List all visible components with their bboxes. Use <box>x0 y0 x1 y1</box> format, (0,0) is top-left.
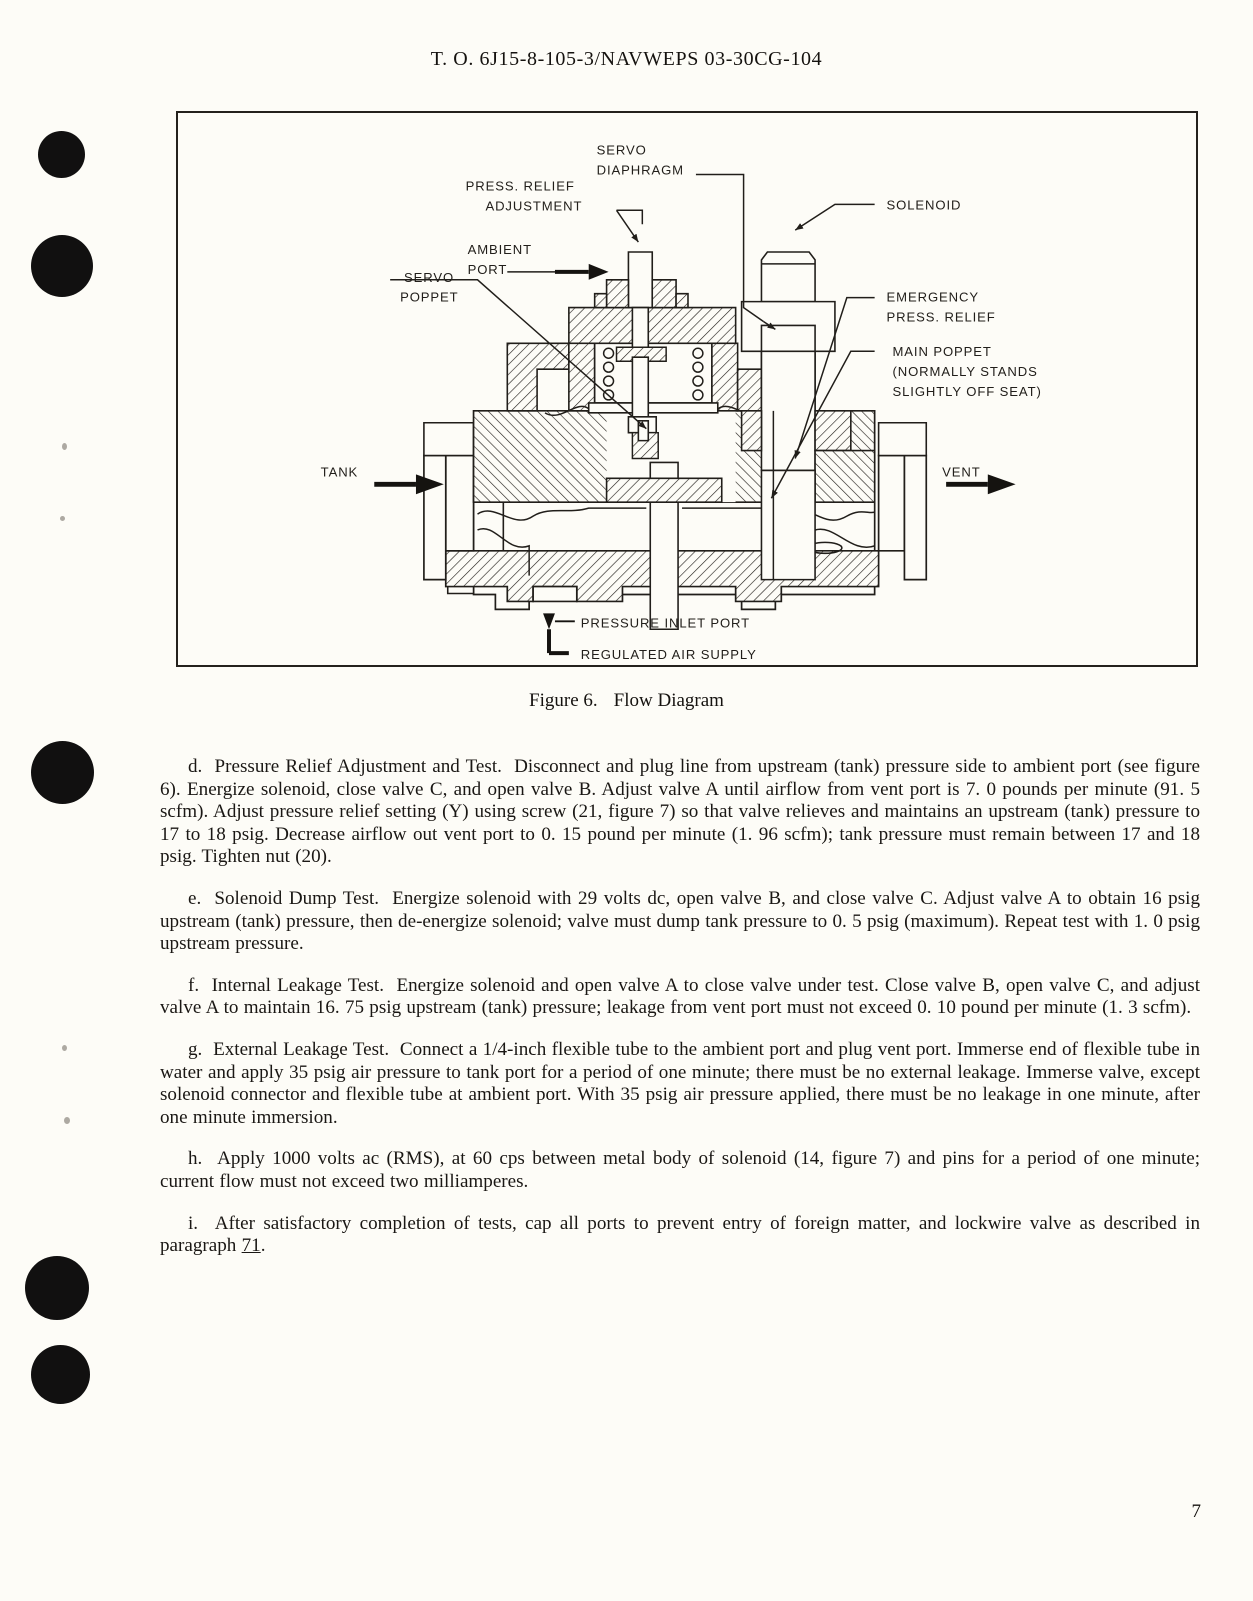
label-press-relief-adj-line2: ADJUSTMENT <box>485 198 583 214</box>
ambient-port-arrow <box>555 264 609 280</box>
paragraph-d-text: Disconnect and plug line from upstream (tank) pressure side to ambient port (see figure 6). Energize solenoid, close valve C, and open valve B. Adjust valve A until airflow from vent port is 7. 0 pounds per minute (91. 5 scfm). Adjust pressure relief setting (Y) using screw (21, figure 7) so that valve relieves and maintains an upstream (tank) pressure to 17 to 18 psig. Decrease airflow out vent port to 0. 15 pound per minute (1. 96 scfm); tank pressure must remain between 17 and 18 psig. Tighten nut (20). <box>160 756 1201 868</box>
body-text <box>160 756 1200 1277</box>
paragraph-e-text: Energize solenoid with 29 volts dc, open valve B, and close valve C. Adjust valve A to obtain 16 psig upstream (tank) pressure, then de-energize solenoid; valve must dump tank pressure to 0. 5 psig (maximum). Repeat test with 1. 0 psig upstream pressure. <box>160 887 1201 955</box>
figure-caption <box>0 690 1253 712</box>
figure-frame <box>176 111 1198 667</box>
paragraph-e-letter: e. <box>188 887 202 909</box>
punch-hole-3 <box>31 741 94 804</box>
paragraph-g-letter: g. <box>188 1038 203 1060</box>
label-emergency-relief-line2: PRESS. RELIEF <box>886 309 996 325</box>
paragraph-g-text: Connect a 1/4-inch flexible tube to the ambient port and plug vent port. Immerse end of flexible tube in water and apply 35 psig air pressure to tank port for a period of one minute; there must be no external leakage. Immerse valve, except solenoid connector and flexible tube at ambient port. With 35 psig air pressure applied, there must be no leakage in one minute, after one minute immersion. <box>160 1038 1200 1128</box>
margin-speck-3 <box>62 1045 67 1051</box>
label-servo-diaphragm-line1: SERVO <box>596 142 647 158</box>
paragraph-h <box>160 1148 1200 1193</box>
paragraph-i-letter: i. <box>188 1212 199 1234</box>
label-pressure-inlet-port: PRESSURE INLET PORT <box>580 615 751 631</box>
punch-hole-5 <box>31 1345 90 1404</box>
label-ambient-port-line2: PORT <box>467 261 508 277</box>
label-regulated-air-supply: REGULATED AIR SUPPLY <box>580 647 757 663</box>
figure-caption-title: Flow Diagram <box>613 690 724 711</box>
label-main-poppet-line3: SLIGHTLY OFF SEAT) <box>892 383 1042 399</box>
punch-hole-4 <box>25 1256 89 1320</box>
margin-speck-4 <box>64 1117 70 1124</box>
label-servo-poppet-line2: POPPET <box>400 289 459 305</box>
punch-hole-1 <box>38 131 85 178</box>
paragraph-i-text-before: After satisfactory completion of tests, cap all ports to prevent entry of foreign matter, and lockwire valve as described in paragraph <box>160 1212 1201 1257</box>
paragraph-h-text: Apply 1000 volts ac (RMS), at 60 cps between metal body of solenoid (14, figure 7) and pins for a period of one minute; current flow must not exceed two milliamperes. <box>160 1148 1200 1192</box>
page-header: T. O. 6J15-8-105-3/NAVWEPS 03-30CG-104 <box>430 48 823 70</box>
paragraph-f-heading: Internal Leakage Test. <box>211 974 385 996</box>
paragraph-g-heading: External Leakage Test. <box>213 1038 390 1060</box>
label-main-poppet-line1: MAIN POPPET <box>892 344 992 360</box>
label-press-relief-adj-line1: PRESS. RELIEF <box>465 178 575 194</box>
margin-speck-2 <box>60 516 65 521</box>
inlet-bracket <box>543 613 575 653</box>
label-main-poppet-line2: (NORMALLY STANDS <box>892 364 1038 380</box>
label-servo-diaphragm-line2: DIAPHRAGM <box>596 162 684 178</box>
label-tank: TANK <box>320 464 359 480</box>
label-servo-poppet-line1: SERVO <box>404 269 455 285</box>
paragraph-d-letter: d. <box>188 756 203 777</box>
paragraph-f-letter: f. <box>188 974 200 996</box>
paragraph-reference-71: 71 <box>241 1235 261 1257</box>
paragraph-f <box>160 975 1200 1020</box>
figure-caption-number: Figure 6. <box>529 690 598 711</box>
paragraph-h-letter: h. <box>188 1148 203 1170</box>
flow-diagram <box>178 113 1196 665</box>
paragraph-e-heading: Solenoid Dump Test. <box>214 887 380 909</box>
paragraph-f-text: Energize solenoid and open valve A to close valve under test. Close valve B, open valve C, and adjust valve A to maintain 16. 75 psig upstream (tank) pressure; leakage from vent port must not exceed 0. 10 pound per minute (1. 3 scfm). <box>160 974 1200 1019</box>
paragraph-g <box>160 1039 1200 1129</box>
paragraph-e <box>160 888 1200 956</box>
label-vent: VENT <box>942 464 981 480</box>
paragraph-i <box>160 1213 1200 1258</box>
label-solenoid: SOLENOID <box>886 197 962 213</box>
page-number: 7 <box>1191 1501 1201 1522</box>
punch-hole-2 <box>31 235 93 297</box>
label-emergency-relief-line1: EMERGENCY <box>886 289 979 305</box>
paragraph-i-text-after: . <box>260 1235 266 1257</box>
paragraph-d-heading: Pressure Relief Adjustment and Test. <box>214 756 502 777</box>
label-ambient-port-line1: AMBIENT <box>467 241 533 257</box>
margin-speck-1 <box>62 443 67 450</box>
paragraph-d <box>160 756 1200 869</box>
